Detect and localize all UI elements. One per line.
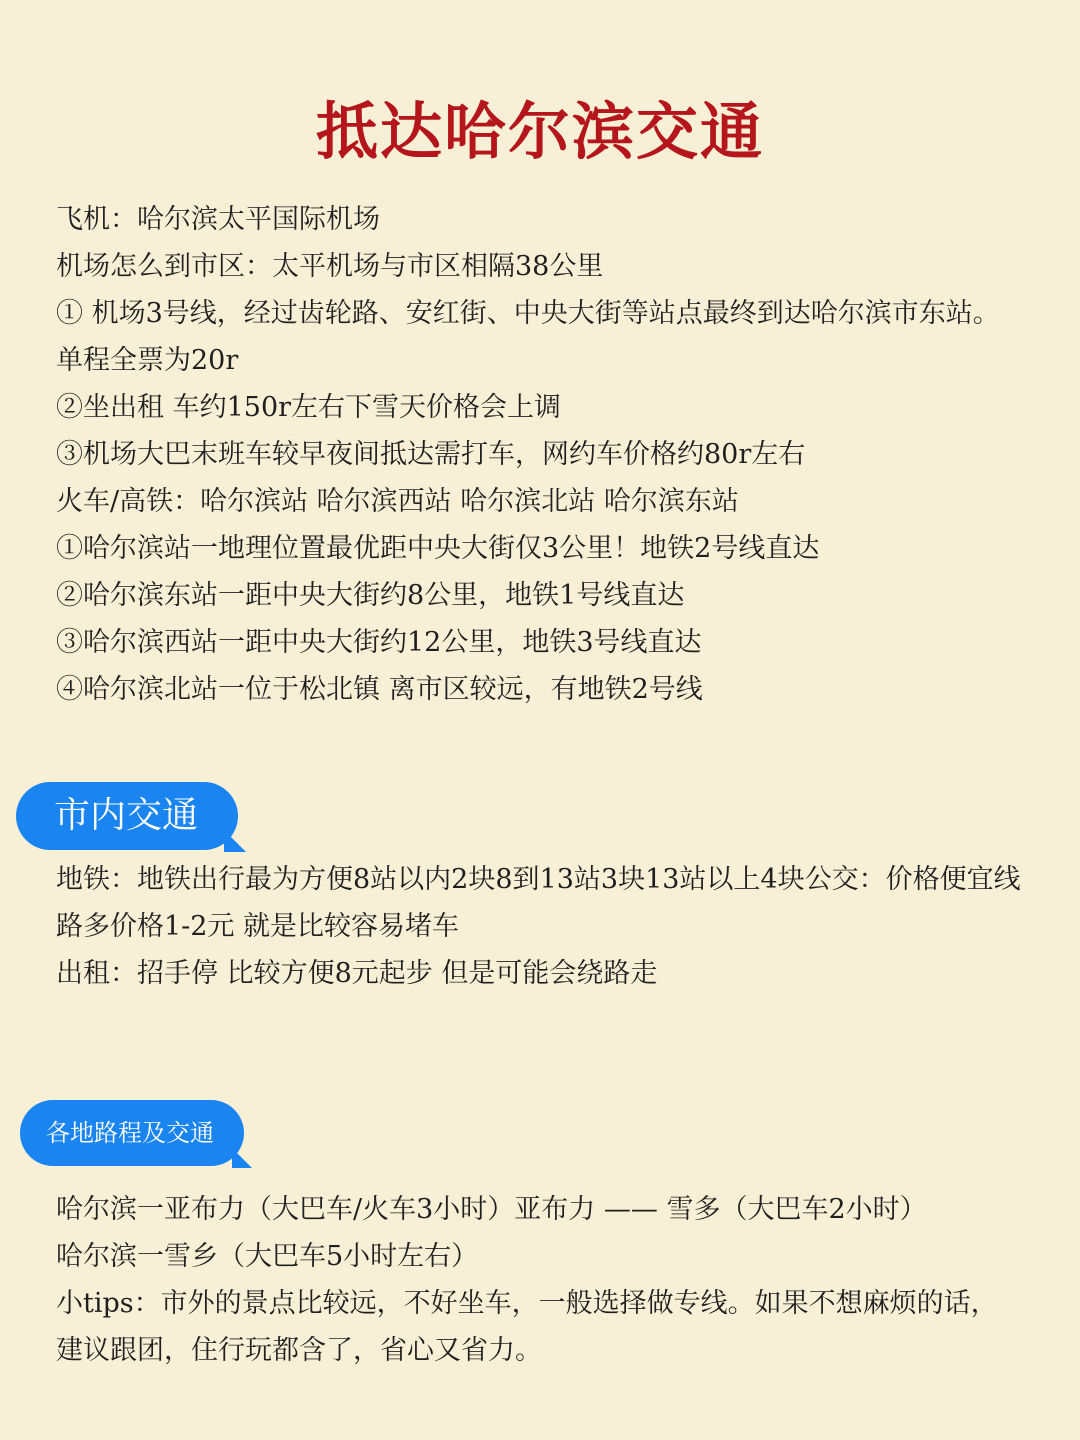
harbin-north-station-item: ④哈尔滨北站一位于松北镇 离市区较远，有地铁2号线: [56, 674, 703, 705]
routes-heading-label: 各地路程及交通: [46, 1119, 214, 1147]
tips-line-2: 建议跟团，住行玩都含了，省心又省力。: [56, 1335, 542, 1366]
routes-section: [56, 1186, 1046, 1374]
flight-line: 飞机：哈尔滨太平国际机场: [56, 204, 380, 235]
metro-fare-line: 单程全票为20r: [56, 345, 239, 376]
yabuli-route-line: 哈尔滨一亚布力（大巴车/火车3小时）亚布力 —— 雪多（大巴车2小时）: [56, 1194, 927, 1225]
harbin-west-station-item: ③哈尔滨西站一距中央大街约12公里，地铁3号线直达: [56, 627, 702, 658]
tips-line-1: 小tips：市外的景点比较远，不好坐车，一般选择做专线。如果不想麻烦的话，: [56, 1288, 998, 1319]
page-title: 抵达哈尔滨交通: [315, 95, 764, 168]
city-transport-heading-label: 市内交通: [54, 795, 199, 836]
speech-bubble-tail: [232, 1148, 252, 1168]
bus-price-line: 路多价格1-2元 就是比较容易堵车: [56, 911, 460, 942]
metro-line3-option: ① 机场3号线，经过齿轮路、安红街、中央大街等站点最终到达哈尔滨市东站。: [56, 298, 1000, 329]
taxi-option: ②坐出租 车约150r左右下雪天价格会上调: [56, 392, 562, 423]
city-transport-section: [56, 856, 1046, 997]
city-transport-heading: [16, 782, 238, 850]
snow-town-route-line: 哈尔滨一雪乡（大巴车5小时左右）: [56, 1241, 479, 1272]
airport-bus-option: ③机场大巴末班车较早夜间抵达需打车，网约车价格约80r左右: [56, 439, 806, 470]
harbin-station-item: ①哈尔滨站一地理位置最优距中央大街仅3公里！地铁2号线直达: [56, 533, 820, 564]
airport-distance-line: 机场怎么到市区：太平机场与市区相隔38公里: [56, 251, 604, 282]
routes-heading: [20, 1100, 244, 1166]
city-taxi-line: 出租：招手停 比较方便8元起步 但是可能会绕路走: [56, 958, 658, 989]
harbin-east-station-item: ②哈尔滨东站一距中央大街约8公里，地铁1号线直达: [56, 580, 685, 611]
arrival-transport-section: [56, 196, 1046, 713]
metro-bus-line: 地铁：地铁出行最为方便8站以内2块8到13站3块13站以上4块公交：价格便宜线: [56, 864, 1021, 895]
train-stations-line: 火车/高铁：哈尔滨站 哈尔滨西站 哈尔滨北站 哈尔滨东站: [56, 486, 739, 517]
speech-bubble-tail: [224, 830, 246, 852]
